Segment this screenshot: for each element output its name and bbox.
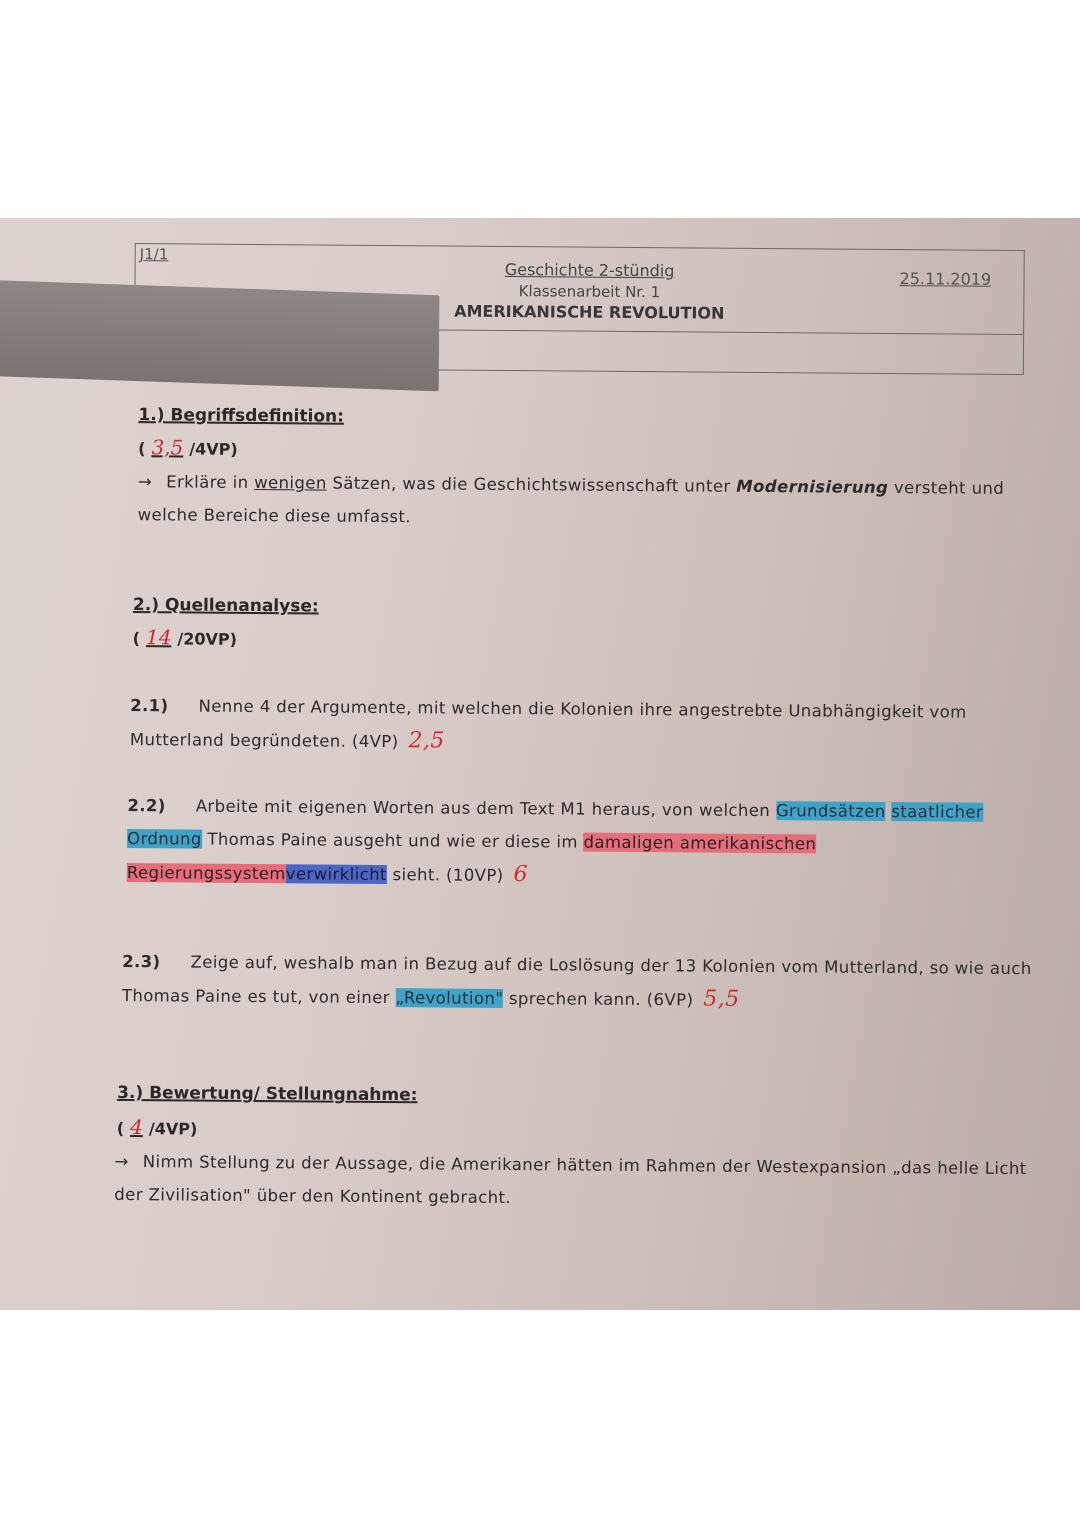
task1-underlined-word: wenigen	[254, 473, 327, 493]
task1-score-max: /4VP)	[189, 439, 238, 459]
task1-text	[138, 465, 1028, 538]
exam-photo	[0, 218, 1080, 1310]
task1-term: Modernisierung	[736, 476, 889, 497]
task2-2-number: 2.2)	[127, 796, 166, 816]
task1-text-b: Sätzen, was die Geschichtswissenschaft unter	[332, 473, 731, 496]
highlight-blue-2: staatlicher Ordnung	[127, 802, 984, 849]
task2-3-number: 2.3)	[122, 951, 161, 972]
task3-title: 3.) Bewertung/ Stellungnahme:	[117, 1082, 418, 1106]
task1-title: 1.) Begriffsdefinition:	[138, 405, 345, 427]
task1-score-given: 3,5	[151, 435, 184, 460]
class-code: J1/1	[139, 245, 169, 264]
task2-3-text-a: Zeige auf, weshalb man in Bezug auf die Loslösung der 13 Kolonien vom Mutterland, so wie auch Thomas Paine es tut, von einer	[121, 952, 1032, 1008]
task2-3-text-b: sprechen kann. (6VP)	[508, 989, 694, 1010]
task2-1-grade: 2,5	[408, 728, 445, 754]
exam-sheet	[0, 218, 1080, 1310]
task3-score-max: /4VP)	[148, 1119, 198, 1139]
exam-date: 25.11.2019	[899, 269, 992, 289]
task2-2-text-c: sieht. (10VP)	[392, 865, 504, 885]
task2-1-question: Nenne 4 der Argumente, mit welchen die Kolonien ihre angestrebte Unabhängigkeit vom Mutterland begründeten. (4VP)	[129, 696, 967, 752]
task3-score-given: 4	[130, 1115, 144, 1140]
subject-title: Geschichte 2-stündig	[504, 259, 675, 281]
task2-2-text	[127, 789, 1028, 896]
task1-text-a: Erkläre in	[166, 472, 249, 492]
task3-question: Nimm Stellung zu der Aussage, die Amerikaner hätten im Rahmen der Westexpansion „das helle Licht der Zivilisation" über den Kontinent gebracht.	[114, 1152, 1027, 1208]
task1-text-c: versteht und welche Bereiche diese umfasst.	[137, 478, 1005, 527]
task2-score: ( 14 /20VP)	[132, 625, 238, 650]
redacted-name-area	[0, 280, 439, 391]
task3-score: ( 4 /4VP)	[116, 1115, 198, 1140]
task2-2-text-b: Thomas Paine ausgeht und wie er diese im	[207, 829, 578, 852]
task2-title: 2.) Quellenanalyse:	[132, 595, 319, 617]
arrow-icon: →	[114, 1151, 129, 1172]
task2-3-grade: 5,5	[703, 986, 740, 1012]
task2-3-text	[122, 945, 1032, 1019]
task1-score: ( 3,5 /4VP)	[138, 435, 238, 460]
highlight-dark: verwirklicht	[285, 864, 387, 885]
exam-topic: AMERIKANISCHE REVOLUTION	[454, 301, 725, 323]
highlight-red-2: Regierungssystem	[126, 863, 286, 884]
task1-heading	[138, 405, 344, 427]
highlight-blue-revolution: „Revolution"	[395, 988, 504, 1008]
highlight-blue-1: Grundsätzen	[775, 801, 886, 821]
task2-heading	[133, 595, 319, 616]
task2-score-given: 14	[145, 625, 172, 650]
exam-number: Klassenarbeit Nr. 1	[518, 282, 661, 302]
task3-text	[114, 1145, 1039, 1218]
highlight-red-1: damaligen amerikanischen	[583, 832, 817, 854]
task2-score-max: /20VP)	[177, 629, 238, 649]
task2-1-number: 2.1)	[130, 696, 169, 716]
task2-1-text	[130, 689, 1025, 763]
task2-2-text-a: Arbeite mit eigenen Worten aus dem Text M1 heraus, von welchen	[195, 796, 771, 821]
task2-2-grade: 6	[513, 862, 529, 888]
arrow-icon: →	[137, 472, 153, 492]
task3-heading	[117, 1083, 418, 1105]
